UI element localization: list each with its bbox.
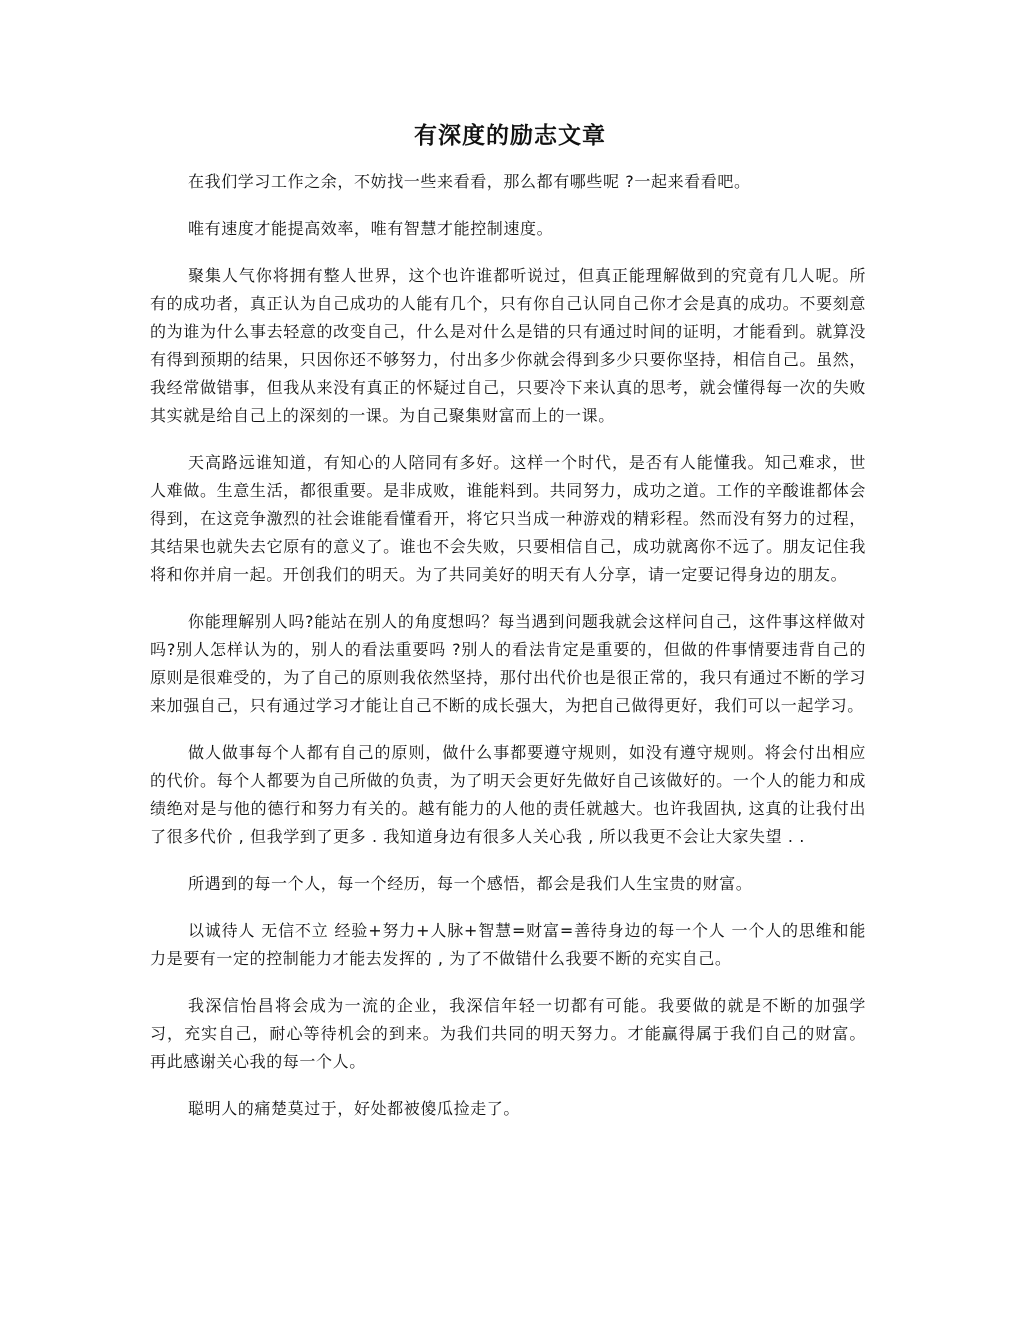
paragraph-friends: 天高路远谁知道，有知心的人陪同有多好。这样一个时代，是否有人能懂我。知己难求，世人难做。生意生活，都很重要。是非成败，谁能料到。共同努力，成功之道。工作的辛酸谁都体会得到，在这竞争激烈的社会谁能看懂看开，将它只当成一种游戏的精彩程。然而没有努力的过程，其结果也就失去它原有的意义了。谁也不会失败，只要相信自己，成功就离你不远了。朋友记住我将和你并肩一起。开创我们的明天。为了共同美好的明天有人分享，请一定要记得身边的朋友。	[150, 453, 866, 584]
paragraph-sincerity: 以诚待人 无信不立 经验+努力+人脉+智慧=财富=善待身边的每一个人 一个人的思维和能力是要有一定的控制能力才能去发挥的 , 为了不做错什么我要不断的充实自己。	[150, 921, 866, 968]
paragraph-speed: 唯有速度才能提高效率，唯有智慧才能控制速度。	[188, 219, 554, 238]
paragraph-principles: 做人做事每个人都有自己的原则，做什么事都要遵守规则，如没有遵守规则。将会付出相应的代价。每个人都要为自己所做的负责，为了明天会更好先做好自己该做好的。一个人的能力和成绩绝对是与他的德行和努力有关的。越有能力的人他的责任就越大。也许我固执, 这真的让我付出了很多代价 , 但我学到了更多 . 我知道身边有很多人关心我 , 所以我更不会让大家失望 . .	[150, 743, 866, 846]
paragraph-closing: 聪明人的痛楚莫过于，好处都被傻瓜捡走了。	[188, 1099, 521, 1118]
paragraph-understanding: 你能理解别人吗?能站在别人的角度想吗？每当遇到问题我就会这样问自己，这件事这样做对吗?别人怎样认为的，别人的看法重要吗 ?别人的看法肯定是重要的，但做的件事情要违背自己的原则是很难受的，为了自己的原则我依然坚持，那付出代价也是很正常的，我只有通过不断的学习来加强自己，只有通过学习才能让自己不断的成长强大，为把自己做得更好，我们可以一起学习。	[150, 612, 866, 715]
paragraph-popularity: 聚集人气你将拥有整人世界，这个也许谁都听说过，但真正能理解做到的究竟有几人呢。所有的成功者，真正认为自己成功的人能有几个，只有你自己认同自己你才会是真的成功。不要刻意的为谁为什么事去轻意的改变自己，什么是对什么是错的只有通过时间的证明，才能看到。就算没有得到预期的结果，只因你还不够努力，付出多少你就会得到多少只要你坚持，相信自己。虽然，我经常做错事，但我从来没有真正的怀疑过自己，只要冷下来认真的思考，就会懂得每一次的失败其实就是给自己上的深刻的一课。为自己聚集财富而上的一课。	[150, 266, 866, 425]
paragraph-belief: 我深信怡昌将会成为一流的企业，我深信年轻一切都有可能。我要做的就是不断的加强学习，充实自己，耐心等待机会的到来。为我们共同的明天努力。才能赢得属于我们自己的财富。 再此感谢关心我的每一个人。	[150, 996, 866, 1071]
article-body	[150, 168, 866, 1142]
paragraph-wealth: 所遇到的每一个人，每一个经历，每一个感悟，都会是我们人生宝贵的财富。	[188, 874, 753, 893]
paragraph-intro: 在我们学习工作之余，不妨找一些来看看，那么都有哪些呢 ?一起来看看吧。	[188, 172, 751, 191]
article-title: 有深度的励志文章	[414, 123, 606, 149]
